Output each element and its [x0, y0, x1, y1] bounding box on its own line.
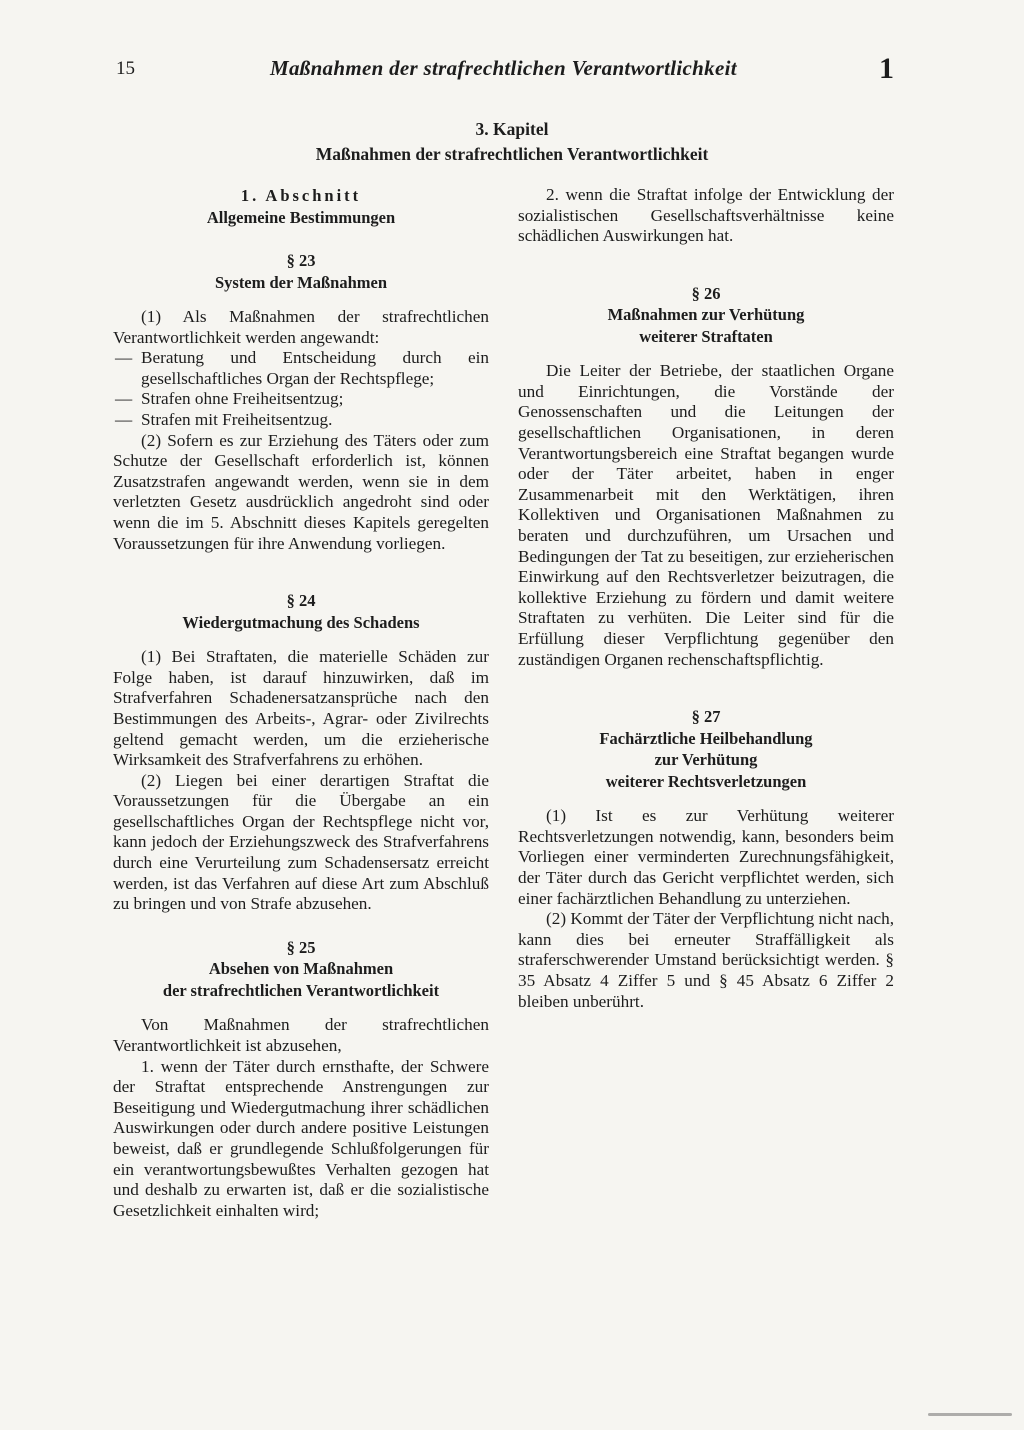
section-heading [113, 185, 489, 228]
paragraph-25-heading [113, 937, 489, 1002]
paragraph-title: weiterer Straftaten [639, 326, 773, 346]
paragraph-title: Fachärztliche Heilbehandlung [599, 728, 813, 748]
paragraph-25-item-2: 2. wenn die Straftat infolge der Entwicklung der sozialistischen Gesellschaftsverhältnisse keine schädlichen Auswirkungen hat. [518, 185, 894, 246]
list-item: — Strafen ohne Freiheitsentzug; [115, 389, 344, 409]
paragraph-25-intro: Von Maßnahmen der strafrechtlichen Verantwortlichkeit ist abzusehen, [113, 1015, 489, 1055]
chapter-label: 3. Kapitel [475, 119, 549, 139]
scan-smudge [928, 1413, 1012, 1416]
paragraph-23-abs-2: (2) Sofern es zur Erziehung des Täters oder zum Schutze der Gesellschaft erforderlich ist, können Zusatzstrafen angewandt werden, wenn sie in dem verletzten Gesetz ausdrücklich angedroht sind oder wenn die im 5. Abschnitt dieses Kapitels geregelten Voraussetzungen für ihre Anwendung vorliegen. [113, 430, 489, 553]
paragraph-number: § 25 [286, 937, 316, 957]
chapter-number: 1 [879, 52, 894, 85]
paragraph-27-heading [518, 706, 894, 792]
paragraph-title: Wiedergutmachung des Schadens [182, 612, 420, 632]
paragraph-24-abs-1: (1) Bei Straftaten, die materielle Schäden zur Folge haben, ist darauf hinzuwirken, daß im Strafverfahren Schadenersatzansprüche nach den Bestimmungen des Arbeits-, Agrar- oder Zivilrechts geltend gemacht werden, um die erzieherische Wirksamkeit des Strafverfahrens zu erhöhen. [113, 647, 489, 770]
paragraph-26-text: Die Leiter der Betriebe, der staatlichen Organe und Einrichtungen, die Vorstände der Genossenschaften und die Leitungen der gesellschaftlichen Organisationen, in deren Verantwortungsbereich eine Straftat begangen wurde oder der Täter arbeitet, haben in enger Zusammenarbeit mit den Werktätigen, ihren Kollektiven und Organisationen Maßnahmen zu beraten und durchzuführen, um Ursachen und Bedingungen der Tat zu beseitigen, zur erzieherischen Einwirkung auf den Rechtsverletzer beizutragen, die kollektive Erziehung zu fördern und damit weitere Straftaten zu verhüten. Die Leiter sind für die Erfüllung dieser Verpflichtung gegenüber den zuständigen Organen rechenschaftspflichtig. [518, 361, 894, 669]
paragraph-number: § 27 [691, 707, 721, 727]
paragraph-27-abs-1: (1) Ist es zur Verhütung weiterer Rechtsverletzungen notwendig, kann, besonders beim Vorliegen einer verminderten Zurechnungsfähigkeit, der Täter durch das Gericht verpflichtet werden, sich einer fachärztlichen Behandlung zu unterziehen. [518, 806, 894, 908]
paragraph-title: zur Verhütung [654, 750, 758, 770]
paragraph-23-heading [113, 250, 489, 293]
paragraph-27-abs-2: (2) Kommt der Täter der Verpflichtung nicht nach, kann dies bei erneuter Straffälligkeit als straferschwerender Umstand berücksichtigt werden. § 35 Absatz 4 Ziffer 5 und § 45 Absatz 6 Ziffer 2 bleiben unberührt. [518, 909, 894, 1011]
paragraph-title: der strafrechtlichen Verantwortlichkeit [162, 980, 440, 1000]
paragraph-number: § 24 [286, 591, 316, 611]
left-column [113, 185, 489, 1221]
list-item: — Strafen mit Freiheitsentzug. [115, 409, 333, 429]
paragraph-number: § 23 [286, 251, 316, 270]
page-number: 15 [116, 58, 135, 79]
list-item: — Beratung und Entscheidung durch ein gesellschaftliches Organ der Rechtspflege; [115, 348, 489, 388]
chapter-title: Maßnahmen der strafrechtlichen Verantwortlichkeit [315, 144, 709, 164]
section-title: Allgemeine Bestimmungen [206, 207, 396, 227]
paragraph-title: Absehen von Maßnahmen [208, 959, 394, 979]
paragraph-24-abs-2: (2) Liegen bei einer derartigen Straftat die Voraussetzungen für die Übergabe an ein gesellschaftliches Organ der Rechtspflege nicht vor, kann jedoch der Erziehungszweck des Strafverfahrens durch eine Verurteilung zum Schadensersatz erreicht werden, ist das Verfahren auf diese Art zum Abschluß zu bringen und von Strafe abzusehen. [113, 770, 489, 914]
section-label: 1. Abschnitt [240, 186, 362, 205]
measures-list [113, 348, 489, 430]
running-title: Maßnahmen der strafrechtlichen Verantwortlichkeit [270, 56, 737, 80]
chapter-heading [0, 117, 1024, 167]
paragraph-title: System der Maßnahmen [214, 272, 388, 292]
paragraph-title: Maßnahmen zur Verhütung [607, 305, 805, 325]
paragraph-25-item-1: 1. wenn der Täter durch ernsthafte, der Schwere der Straftat entsprechende Anstrengungen zur Beseitigung und Wiedergutmachung ihrer schädlichen Auswirkungen oder durch andere positive Leistungen beweist, daß er grundlegende Schlußfolgerungen für ein verantwortungsbewußtes Verhalten gezogen hat und deshalb zu erwarten ist, daß er die sozialistische Gesetzlichkeit einhalten wird; [113, 1056, 489, 1220]
paragraph-number: § 26 [691, 283, 721, 303]
paragraph-24-heading [113, 590, 489, 633]
paragraph-title: weiterer Rechtsverletzungen [605, 771, 807, 791]
paragraph-26-heading [518, 283, 894, 348]
right-column [518, 185, 894, 1012]
paragraph-23-abs-1: (1) Als Maßnahmen der strafrechtlichen Verantwortlichkeit werden angewandt: [113, 307, 489, 347]
